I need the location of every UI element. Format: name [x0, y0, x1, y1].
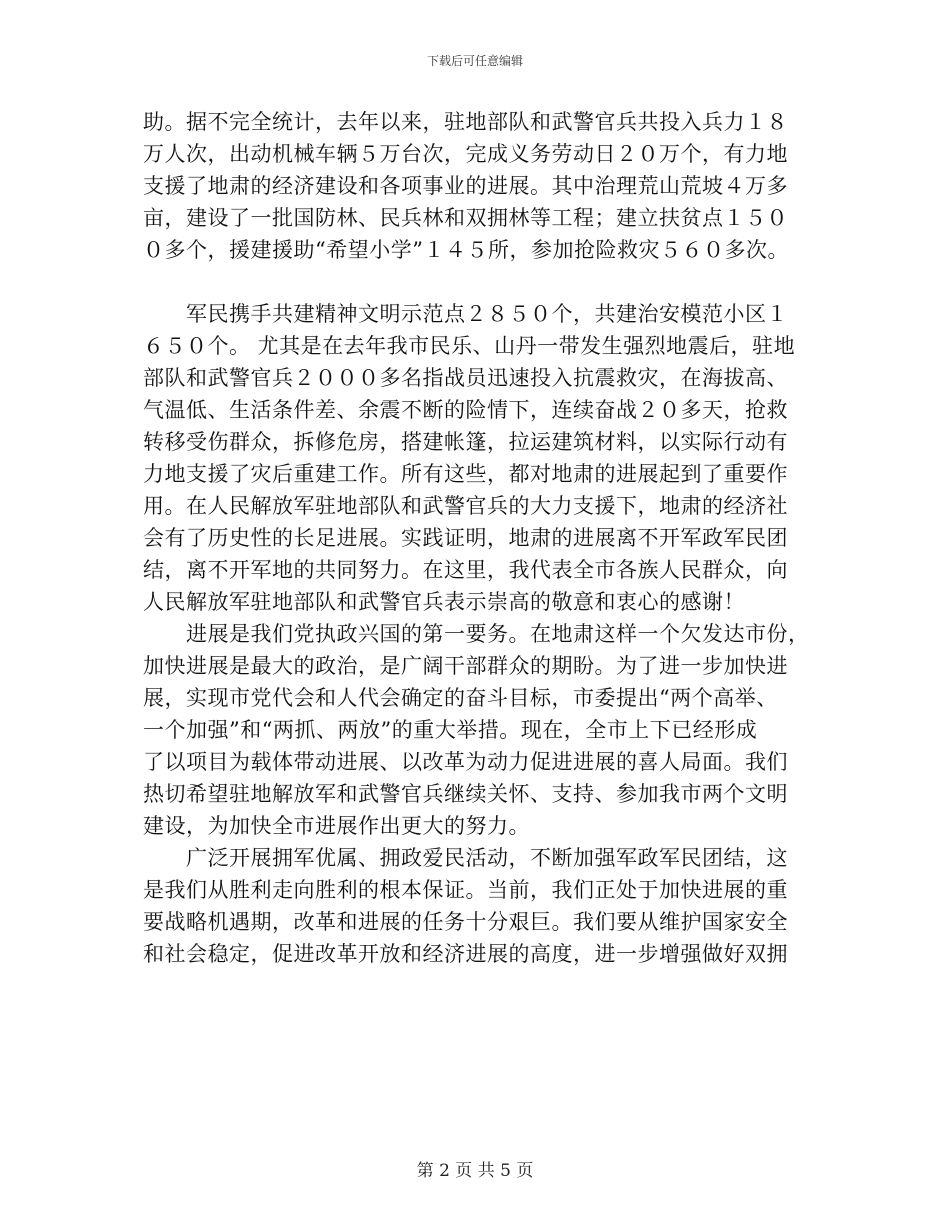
text-line: 万人次，出动机械车辆５万台次，完成义务劳动日２０万个，有力地: [143, 142, 788, 166]
text-line: 和社会稳定，促进改革开放和经济进展的高度，进一步增强做好双拥: [143, 942, 788, 966]
text-line: 转移受伤群众，拆修危房，搭建帐篷，拉运建筑材料，以实际行动有: [143, 430, 788, 454]
text-line: 了以项目为载体带动进展、以改革为动力促进进展的喜人局面。我们: [143, 750, 788, 774]
text-line: 展，实现市党代会和人代会确定的奋斗目标，市委提出“两个高举、: [143, 686, 778, 710]
text-line: 热切希望驻地解放军和武警官兵继续关怀、支持、参加我市两个文明: [143, 782, 788, 806]
blank-line: [143, 266, 803, 298]
text-line: 是我们从胜利走向胜利的根本保证。当前，我们正处于加快进展的重: [143, 878, 788, 902]
text-line: 建设，为加快全市进展作出更大的努力。: [143, 814, 530, 838]
text-line: 军民携手共建精神文明示范点２８５０个，共建治安模范小区１: [143, 302, 788, 326]
text-line: ０多个，援建援助“希望小学”１４５所，参加抢险救灾５６０多次。: [143, 238, 789, 262]
page-footer: 第 2 页 共 5 页: [416, 1161, 534, 1181]
text-line: 部队和武警官兵２０００多名指战员迅速投入抗震救灾，在海拔高、: [143, 366, 788, 390]
text-line: 进展是我们党执政兴国的第一要务。在地肃这样一个欠发达市份，: [143, 622, 810, 646]
text-line: 助。据不完全统计，去年以来，驻地部队和武警官兵共投入兵力１８: [143, 110, 788, 134]
text-line: 人民解放军驻地部队和武警官兵表示崇高的敬意和衷心的感谢！: [143, 590, 745, 614]
text-line: 加快进展是最大的政治，是广阔干部群众的期盼。为了进一步加快进: [143, 654, 788, 678]
text-line: 会有了历史性的长足进展。实践证明，地肃的进展离不开军政军民团: [143, 526, 788, 550]
text-line: 结，离不开军地的共同努力。在这里，我代表全市各族人民群众，向: [143, 558, 788, 582]
document-body: [143, 106, 810, 970]
text-line: 广泛开展拥军优属、拥政爱民活动，不断加强军政军民团结，这: [143, 846, 788, 870]
text-line: ６５０个。 尤其是在去年我市民乐、山丹一带发生强烈地震后，驻地: [143, 334, 796, 358]
text-line: 一个加强”和“两抓、两放”的重大举措。现在，全市上下已经形成: [143, 718, 758, 742]
text-line: 要战略机遇期，改革和进展的任务十分艰巨。我们要从维护国家安全: [143, 910, 788, 934]
text-line: 力地支援了灾后重建工作。所有这些，都对地肃的进展起到了重要作: [143, 462, 788, 486]
text-line: 用。在人民解放军驻地部队和武警官兵的大力支援下，地肃的经济社: [143, 494, 788, 518]
page-header: 下载后可任意编辑: [426, 54, 523, 68]
text-line: 支援了地肃的经济建设和各项事业的进展。其中治理荒山荒坡４万多: [143, 174, 788, 198]
text-line: 亩，建设了一批国防林、民兵林和双拥林等工程；建立扶贫点１５０: [143, 206, 788, 230]
text-line: 气温低、生活条件差、余震不断的险情下，连续奋战２０多天，抢救: [143, 398, 788, 422]
